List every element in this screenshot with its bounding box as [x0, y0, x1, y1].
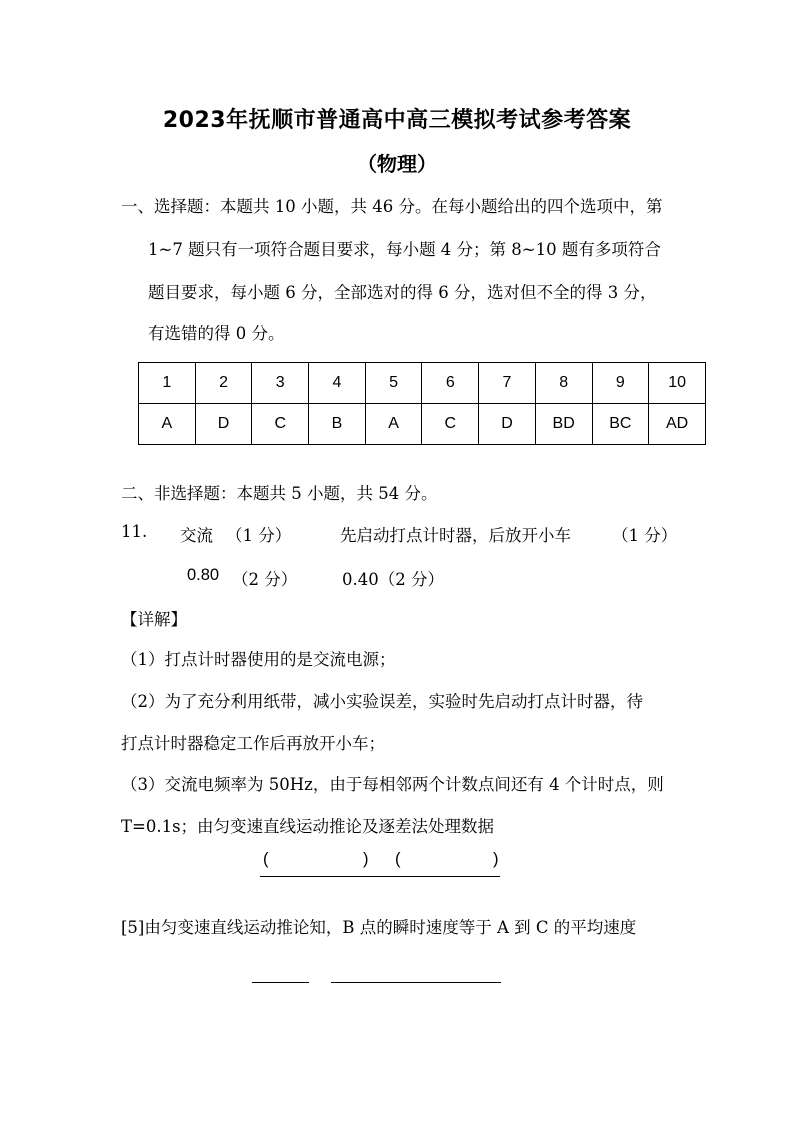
answer-cell: BD: [535, 404, 592, 445]
q11-answer-4: 0.40（2 分）: [342, 570, 444, 589]
explanation-3: 打点计时器稳定工作后再放开小车；: [121, 734, 385, 753]
q11-answer-3: 0.80: [187, 566, 220, 584]
explanation-5: T=0.1s；由匀变速直线运动推论及逐差法处理数据: [121, 817, 495, 836]
explanation-1: （1）打点计时器使用的是交流电源；: [121, 650, 396, 669]
answer-cell: A: [365, 404, 422, 445]
question-number-row: [139, 363, 706, 404]
question-number-cell: 8: [535, 363, 592, 404]
section1-line-3: 题目要求，每小题 6 分，全部选对的得 6 分，选对但不全的得 3 分，: [148, 283, 657, 302]
q11-score-3: （2 分）: [232, 570, 298, 589]
question-number-cell: 6: [422, 363, 479, 404]
note-5: [5]由匀变速直线运动推论知，B 点的瞬时速度等于 A 到 C 的平均速度: [121, 918, 637, 937]
question-number-cell: 5: [365, 363, 422, 404]
answer-cell: BC: [592, 404, 649, 445]
q11-number: 11.: [121, 522, 148, 541]
question-number-cell: 9: [592, 363, 649, 404]
q11-score-2: （1 分）: [612, 526, 678, 545]
formula-paren-close-2: ): [493, 850, 499, 868]
formula-paren-open-2: (: [395, 850, 401, 868]
page-title: 2023年抚顺市普通高中高三模拟考试参考答案: [162, 108, 632, 133]
detail-label: 【详解】: [121, 610, 187, 629]
q11-answer-1: 交流: [180, 526, 213, 545]
answer-cell: D: [195, 404, 252, 445]
answer-row: [139, 404, 706, 445]
answer-cell: AD: [649, 404, 706, 445]
q11-score-1: （1 分）: [226, 526, 292, 545]
question-number-cell: 1: [139, 363, 196, 404]
question-number-cell: 2: [195, 363, 252, 404]
explanation-2: （2）为了充分利用纸带，减小实验误差，实验时先启动打点计时器，待: [121, 692, 643, 711]
question-number-cell: 7: [479, 363, 536, 404]
formula-fraction-bar-short: [252, 982, 309, 983]
answer-cell: B: [309, 404, 366, 445]
answer-table: [138, 362, 706, 445]
answer-cell: D: [479, 404, 536, 445]
formula-fraction-bar: [260, 876, 500, 877]
question-number-cell: 3: [252, 363, 309, 404]
q11-answer-2: 先启动打点计时器，后放开小车: [340, 526, 571, 545]
formula-fraction-bar-long: [331, 982, 501, 983]
answer-cell: A: [139, 404, 196, 445]
answer-cell: C: [252, 404, 309, 445]
answer-cell: C: [422, 404, 479, 445]
formula-paren-open-1: (: [263, 850, 269, 868]
explanation-4: （3）交流电频率为 50Hz，由于每相邻两个计数点间还有 4 个计时点，则: [121, 775, 664, 794]
section1-line-2: 1~7 题只有一项符合题目要求，每小题 4 分；第 8~10 题有多项符合: [148, 240, 661, 259]
question-number-cell: 4: [309, 363, 366, 404]
section1-line-1: 一、选择题：本题共 10 小题，共 46 分。在每小题给出的四个选项中，第: [121, 197, 663, 216]
formula-paren-close-1: ): [363, 850, 369, 868]
section1-line-4: 有选错的得 0 分。: [148, 324, 285, 343]
section2-heading: 二、非选择题：本题共 5 小题，共 54 分。: [121, 484, 438, 503]
page-subtitle: （物理）: [357, 152, 437, 176]
question-number-cell: 10: [649, 363, 706, 404]
